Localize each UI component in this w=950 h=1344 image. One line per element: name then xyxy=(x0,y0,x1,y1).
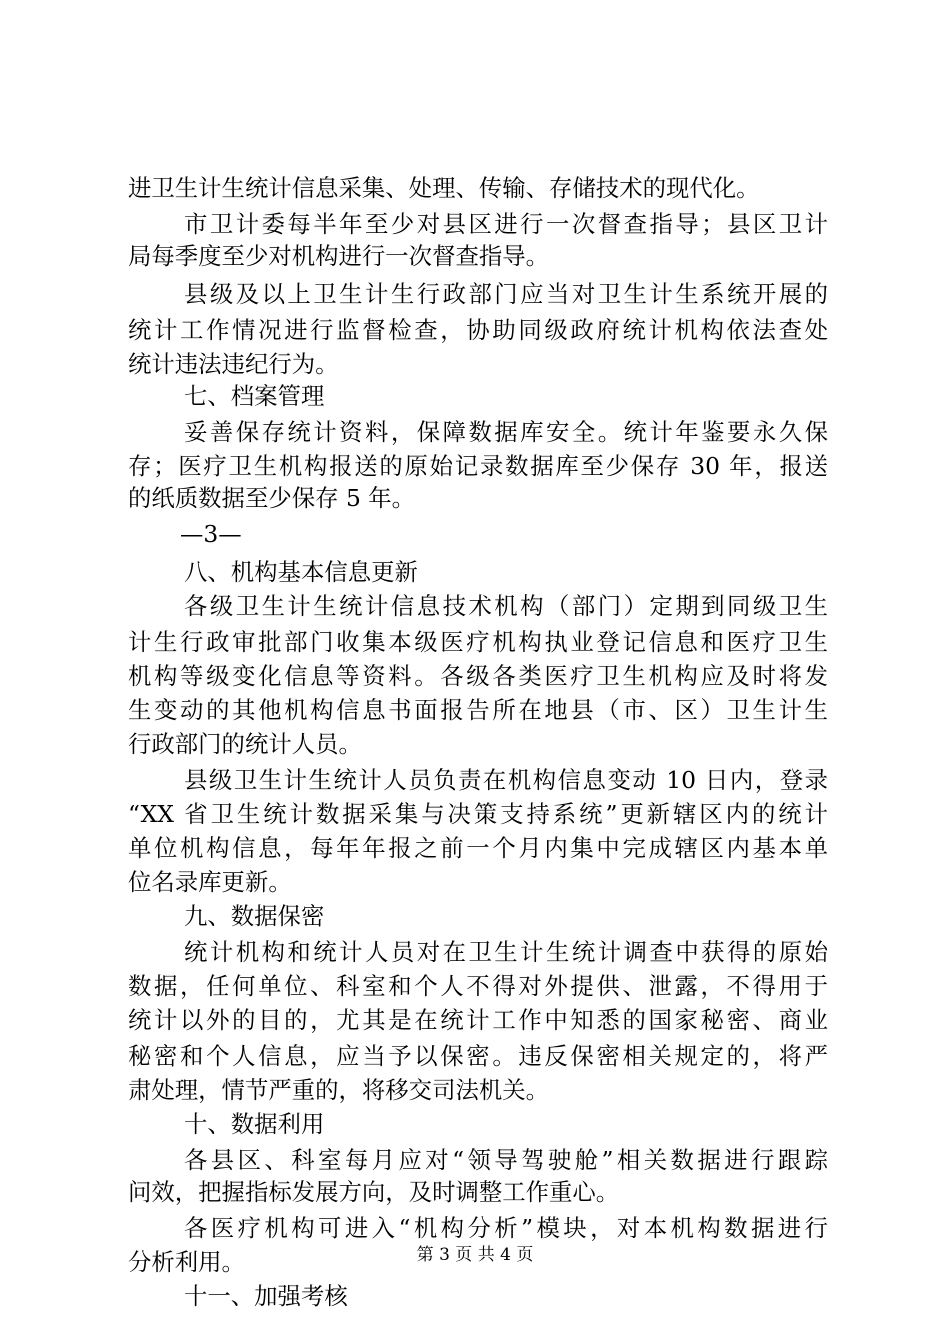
body-line: 局每季度至少对机构进行一次督查指导。 xyxy=(128,242,550,270)
section-heading: 七、档案管理 xyxy=(184,382,325,410)
paragraph-start-line: 各医疗机构可进入“机构分析”模块，对本机构数据进行 xyxy=(184,1214,828,1242)
section-heading: 九、数据保密 xyxy=(184,902,325,930)
page-number-label: 第 3 页 共 4 页 xyxy=(416,1245,534,1265)
body-line: 肃处理，情节严重的，将移交司法机关。 xyxy=(128,1076,550,1104)
body-line: 机构等级变化信息等资料。各级各类医疗卫生机构应及时将发 xyxy=(128,662,828,690)
paragraph-start-line: 各县区、科室每月应对“领导驾驶舱”相关数据进行跟踪 xyxy=(184,1146,828,1174)
paragraph-start-line: 各级卫生计生统计信息技术机构（部门）定期到同级卫生 xyxy=(184,592,828,620)
paragraph-start-line: 县级卫生计生统计人员负责在机构信息变动 10 日内，登录 xyxy=(184,766,828,794)
paragraph-start-line: 县级及以上卫生计生行政部门应当对卫生计生系统开展的 xyxy=(184,280,828,308)
body-line: 存；医疗卫生机构报送的原始记录数据库至少保存 30 年，报送 xyxy=(128,452,828,480)
section-heading: 十一、加强考核 xyxy=(184,1282,348,1310)
body-line: 的纸质数据至少保存 5 年。 xyxy=(128,484,416,512)
section-heading: 十、数据利用 xyxy=(184,1110,325,1138)
body-line: 分析利用。 xyxy=(128,1248,245,1276)
paragraph-start-line: 统计机构和统计人员对在卫生计生统计调查中获得的原始 xyxy=(184,938,828,966)
body-line: 统计以外的目的，尤其是在统计工作中知悉的国家秘密、商业 xyxy=(128,1006,828,1034)
section-heading: 八、机构基本信息更新 xyxy=(184,558,418,586)
body-line: 计生行政审批部门收集本级医疗机构执业登记信息和医疗卫生 xyxy=(128,628,828,656)
body-line: 秘密和个人信息，应当予以保密。违反保密相关规定的，将严 xyxy=(128,1042,828,1070)
body-line: 生变动的其他机构信息书面报告所在地县（市、区）卫生计生 xyxy=(128,696,828,724)
body-line: 统计工作情况进行监督检查，协助同级政府统计机构依法查处 xyxy=(128,316,828,344)
body-line: 单位机构信息，每年年报之前一个月内集中完成辖区内基本单 xyxy=(128,834,828,862)
body-line: “XX 省卫生统计数据采集与决策支持系统”更新辖区内的统计 xyxy=(128,800,828,828)
paragraph-start-line: 妥善保存统计资料，保障数据库安全。统计年鉴要永久保 xyxy=(184,418,828,446)
body-line: 位名录库更新。 xyxy=(128,868,292,896)
body-line: 数据，任何单位、科室和个人不得对外提供、泄露，不得用于 xyxy=(128,972,828,1000)
body-line: 统计违法违纪行为。 xyxy=(128,350,339,378)
paragraph-start-line: 市卫计委每半年至少对县区进行一次督查指导；县区卫计 xyxy=(184,210,828,238)
body-line: 行政部门的统计人员。 xyxy=(128,730,362,758)
body-line: 进卫生计生统计信息采集、处理、传输、存储技术的现代化。 xyxy=(128,174,760,202)
inline-page-number: —3— xyxy=(180,520,242,548)
body-line: 问效，把握指标发展方向，及时调整工作重心。 xyxy=(128,1178,620,1206)
page-footer xyxy=(0,1244,950,1266)
